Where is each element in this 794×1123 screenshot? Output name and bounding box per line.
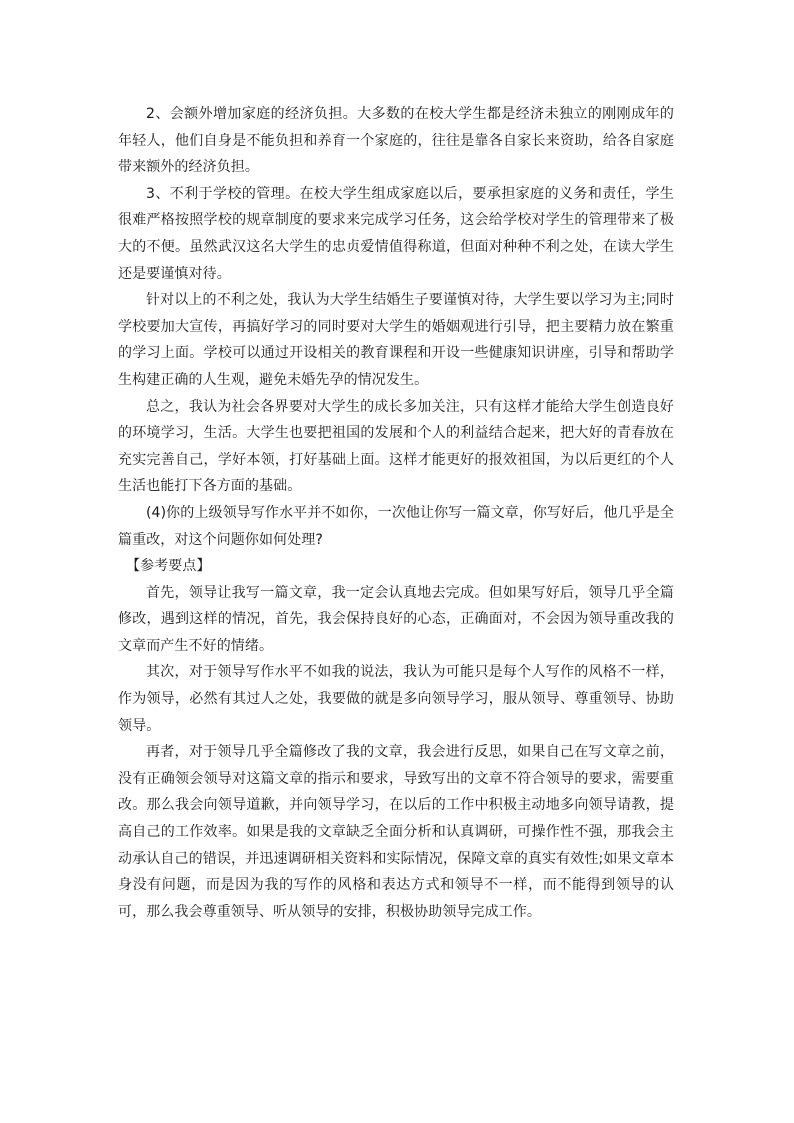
paragraph-point-3: 3、不利于学校的管理。在校大学生组成家庭以后，要承担家庭的义务和责任，学生很难严格按照学校的规章制度的要求来完成学习任务，这会给学校对学生的管理带来了极大的不便。虽然武汉这名大学生的忠贞爱情值得称道，但面对种种不利之处，在读大学生还是要谨慎对待。 [118,185,674,282]
paragraph-suggestion: 针对以上的不利之处，我认为大学生结婚生子要谨慎对待，大学生要以学习为主;同时学校要加大宣传，再搞好学习的同时要对大学生的婚姻观进行引导，把主要精力放在繁重的学习上面。学校可以通过开设相关的教育课程和开设一些健康知识讲座，引导和帮助学生构建正确的人生观，避免未婚先孕的情况发生。 [118,292,674,388]
reference-heading: 【参考要点】 [126,558,211,575]
answer-second: 其次，对于领导写作水平不如我的说法，我认为可能只是每个人写作的风格不一样，作为领导，必然有其过人之处，我要做的就是多向领导学习，服从领导、尊重领导、协助领导。 [118,664,674,734]
answer-third: 再者，对于领导几乎全篇修改了我的文章，我会进行反思，如果自己在写文章之前，没有正确领会领导对这篇文章的指示和要求，导致写出的文章不符合领导的要求，需要重改。那么我会向领导道歉，并向领导学习，在以后的工作中积极主动地多向领导请教，提高自己的工作效率。如果是我的文章缺乏全面分析和认真调研，可操作性不强，那我会主动承认自己的错误，并迅速调研相关资料和实际情况，保障文章的真实有效性;如果文章本身没有问题，而是因为我的写作的风格和表达方式和领导不一样，而不能得到领导的认可，那么我会尊重领导、听从领导的安排，积极协助领导完成工作。 [118,744,674,920]
answer-first: 首先，领导让我写一篇文章，我一定会认真地去完成。但如果写好后，领导几乎全篇修改，遇到这样的情况，首先，我会保持良好的心态，正确面对，不会因为领导重改我的文章而产生不好的情绪。 [118,584,674,654]
paragraph-conclusion: 总之，我认为社会各界要对大学生的成长多加关注，只有这样才能给大学生创造良好的环境学习，生活。大学生也要把祖国的发展和个人的利益结合起来，把大好的青春放在充实完善自己，学好本领，打好基础上面。这样才能更好的报效祖国，为以后更红的个人生活也能打下各方面的基础。 [118,398,674,495]
paragraph-point-2: 2、会额外增加家庭的经济负担。大多数的在校大学生都是经济未独立的刚刚成年的年轻人，他们自身是不能负担和养育一个家庭的，往往是靠各自家长来资助，给各自家庭带来额外的经济负担。 [118,106,674,176]
document-body [118,101,674,925]
question-4: (4)你的上级领导写作水平并不如你，一次他让你写一篇文章，你写好后，他几乎是全篇重改，对这个问题你如何处理? [118,504,674,548]
